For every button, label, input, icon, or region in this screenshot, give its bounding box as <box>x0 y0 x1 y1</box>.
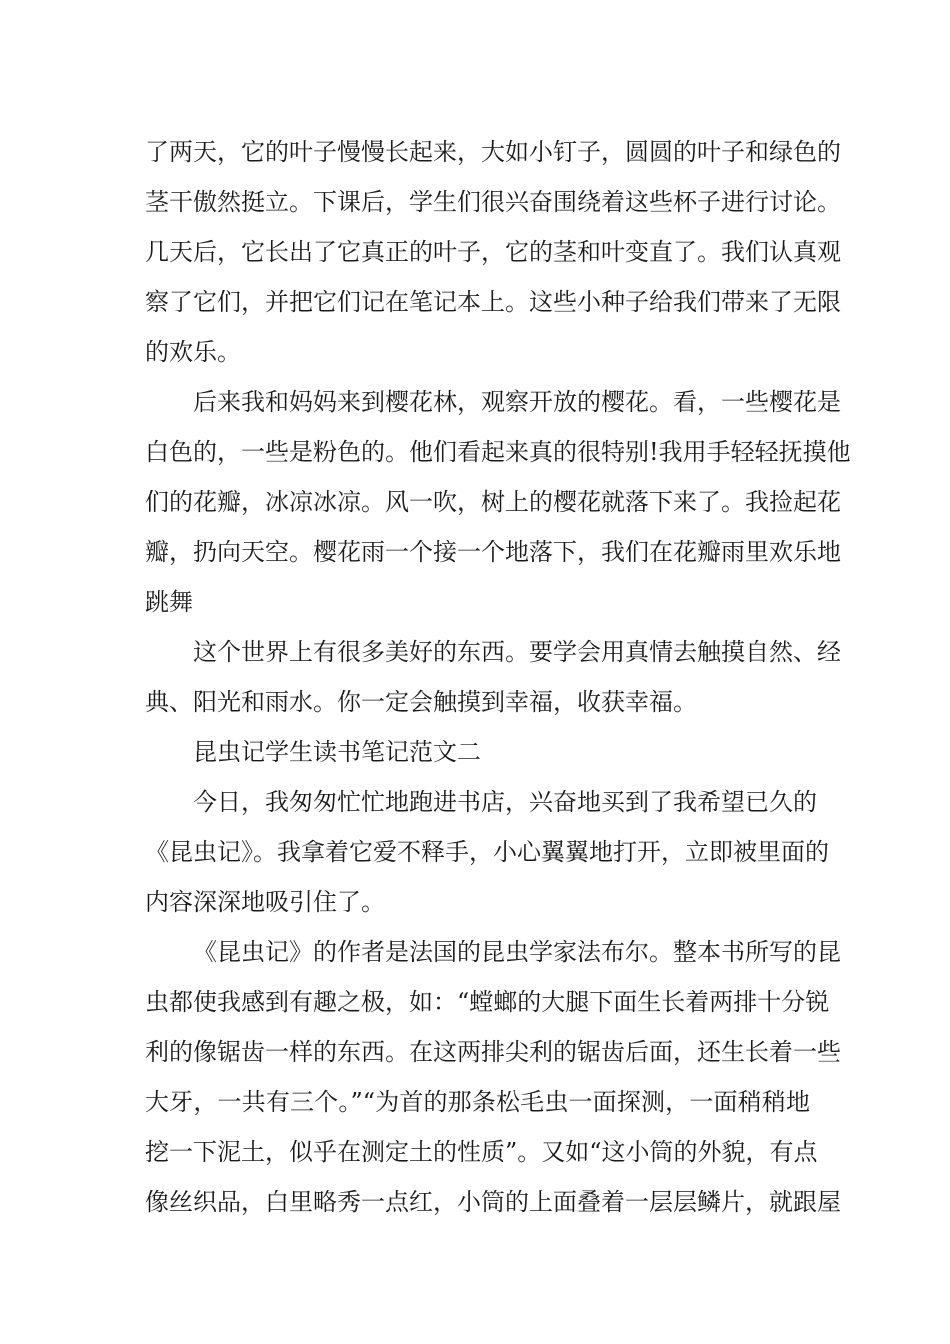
text-line: 典、阳光和雨水。你一定会触摸到幸福，收获幸福。 <box>145 688 697 716</box>
text-line: 利的像锯齿一样的东西。在这两排尖利的锯齿后面，还生长着一些 <box>145 1038 841 1066</box>
text-line: 的欢乐。 <box>145 338 241 366</box>
text-line: 跳舞 <box>145 588 193 616</box>
text-line: 察了它们，并把它们记在笔记本上。这些小种子给我们带来了无限 <box>145 288 841 316</box>
text-line: 白色的，一些是粉色的。他们看起来真的很特别!我用手轻轻抚摸他 <box>145 438 851 466</box>
text-line: 内容深深地吸引住了。 <box>145 888 385 916</box>
text-line: 像丝织品，白里略秀一点红，小筒的上面叠着一层层鳞片，就跟屋 <box>145 1188 841 1216</box>
section-heading: 昆虫记学生读书笔记范文二 <box>193 738 481 766</box>
text-line: 茎干傲然挺立。下课后，学生们很兴奋围绕着这些杯子进行讨论。 <box>145 188 841 216</box>
paragraph-start-line: 今日，我匆匆忙忙地跑进书店，兴奋地买到了我希望已久的 <box>193 788 817 816</box>
paragraph-start-line: 这个世界上有很多美好的东西。要学会用真情去触摸自然、经 <box>193 638 841 666</box>
text-line: 《昆虫记》。我拿着它爱不释手，小心翼翼地打开，立即被里面的 <box>145 838 829 866</box>
text-line: 几天后，它长出了它真正的叶子，它的茎和叶变直了。我们认真观 <box>145 238 841 266</box>
text-line: 挖一下泥土，似乎在测定土的性质”。又如“这小筒的外貌，有点 <box>145 1138 818 1166</box>
text-line: 们的花瓣，冰凉冰凉。风一吹，树上的樱花就落下来了。我捡起花 <box>145 488 841 516</box>
text-line: 瓣，扔向天空。樱花雨一个接一个地落下，我们在花瓣雨里欢乐地 <box>145 538 841 566</box>
text-line: 大牙，一共有三个。”“为首的那条松毛虫一面探测，一面稍稍地 <box>145 1088 810 1116</box>
paragraph-start-line: 《昆虫记》的作者是法国的昆虫学家法布尔。整本书所写的昆 <box>193 938 841 966</box>
paragraph-start-line: 后来我和妈妈来到樱花林，观察开放的樱花。看，一些樱花是 <box>193 388 841 416</box>
text-line: 虫都使我感到有趣之极，如：“螳螂的大腿下面生长着两排十分锐 <box>145 988 830 1016</box>
text-line: 了两天，它的叶子慢慢长起来，大如小钉子，圆圆的叶子和绿色的 <box>145 138 841 166</box>
